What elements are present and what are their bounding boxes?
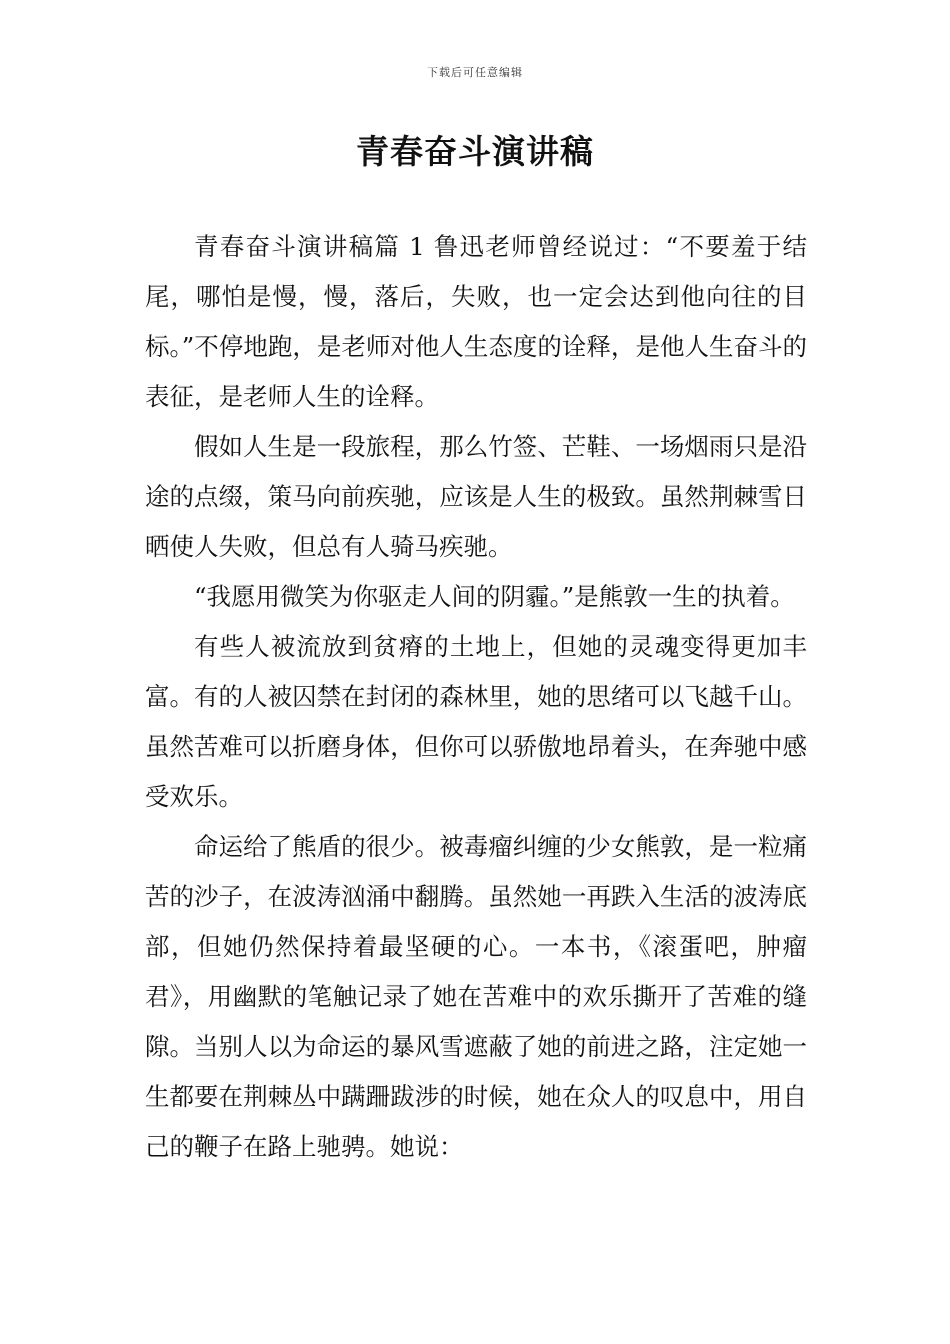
paragraph: 假如人生是一段旅程，那么竹签、芒鞋、一场烟雨只是沿途的点缀，策马向前疾驰，应该是人生的极致。虽然荆棘雪日晒使人失败，但总有人骑马疾驰。 bbox=[145, 432, 807, 561]
paragraph: 命运给了熊盾的很少。被毒瘤纠缠的少女熊敦，是一粒痛苦的沙子，在波涛汹涌中翻腾。虽然她一再跌入生活的波涛底部，但她仍然保持着最坚硬的心。一本书，《滚蛋吧，肿瘤君》，用幽默的笔触记录了她在苦难中的欢乐撕开了苦难的缝隙。当别人以为命运的暴风雪遮蔽了她的前进之路，注定她一生都要在荆棘丛中蹒跚跋涉的时候，她在众人的叹息中，用自己的鞭子在路上驰骋。她说： bbox=[145, 832, 807, 1161]
paragraph: 有些人被流放到贫瘠的土地上，但她的灵魂变得更加丰富。有的人被囚禁在封闭的森林里，她的思绪可以飞越千山。虽然苦难可以折磨身体，但你可以骄傲地昂着头，在奔驰中感受欢乐。 bbox=[145, 632, 807, 811]
paragraph: “我愿用微笑为你驱走人间的阴霾。”是熊敦一生的执着。 bbox=[194, 582, 795, 611]
document-body bbox=[145, 222, 807, 1172]
paragraph: 青春奋斗演讲稿篇 1 鲁迅老师曾经说过：“不要羞于结尾，哪怕是慢，慢，落后，失败，也一定会达到他向往的目标。”不停地跑，是老师对他人生态度的诠释，是他人生奋斗的表征，是老师人生的诠释。 bbox=[145, 232, 807, 411]
header-note: 下载后可任意编辑 bbox=[427, 66, 523, 79]
document-title: 青春奋斗演讲稿 bbox=[356, 132, 594, 171]
